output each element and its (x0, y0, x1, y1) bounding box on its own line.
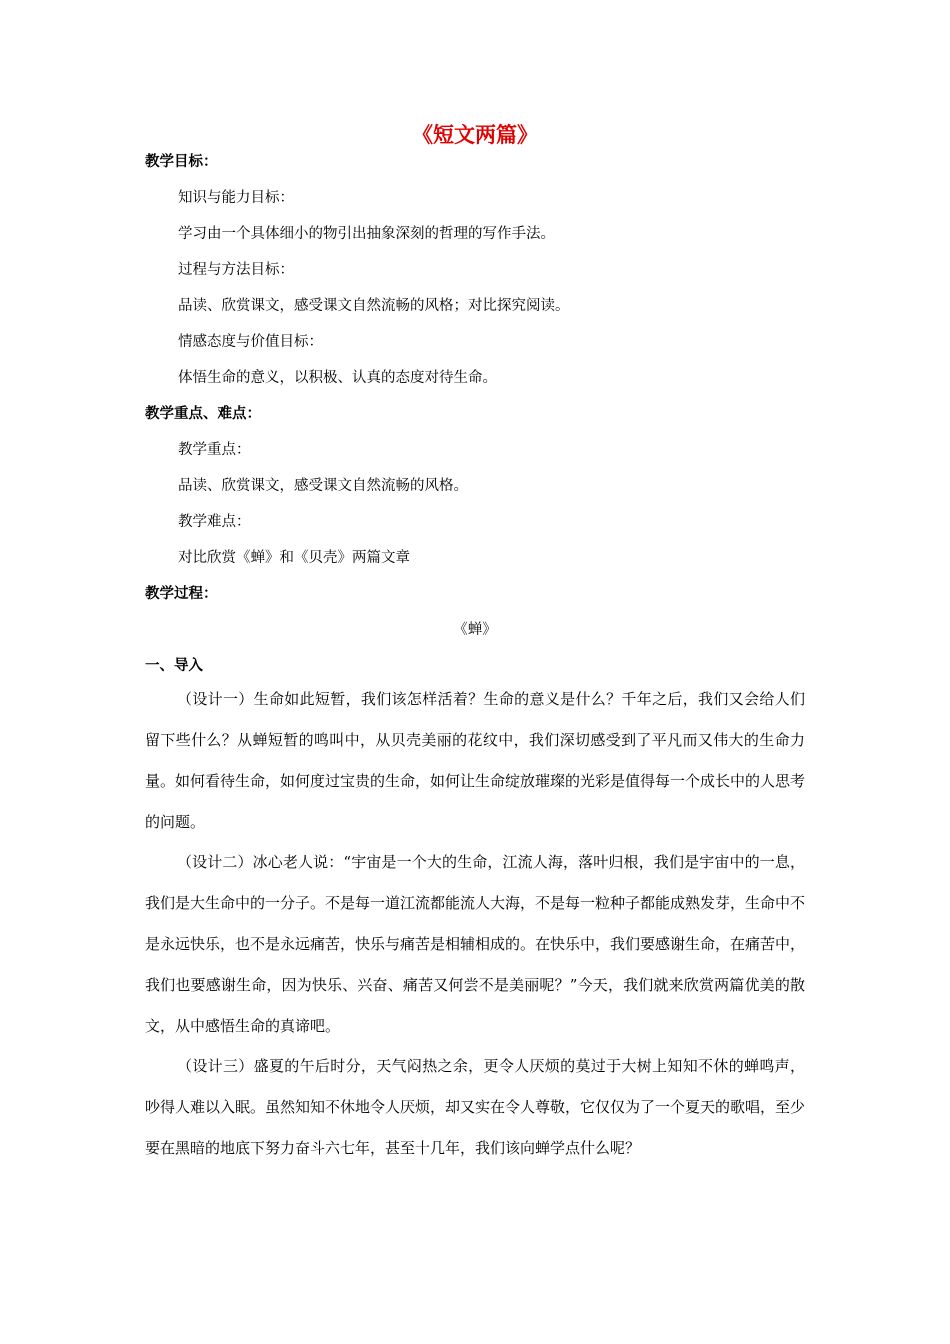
design-three-paragraph: （设计三）盛夏的午后时分，天气闷热之余，更令人厌烦的莫过于大树上知知不休的蝉鸣声，吵得人难以入眠。虽然知知不休地令人厌烦，却又实在令人尊敬，它仅仅为了一个夏天的歌唱，至少要在黑暗的地底下努力奋斗六七年，甚至十几年，我们该向蝉学点什么呢？ (145, 1057, 806, 1157)
key-heading: 教学重点、难点： (145, 406, 261, 422)
knowledge-label: 知识与能力目标： (178, 190, 294, 206)
key-text: 品读、欣赏课文，感受课文自然流畅的风格。 (178, 478, 468, 494)
document-title: 《短文两篇》 (412, 123, 538, 147)
difficult-text: 对比欣赏《蝉》和《贝壳》两篇文章 (178, 550, 410, 566)
design-one-paragraph: （设计一）生命如此短暂，我们该怎样活着？生命的意义是什么？千年之后，我们又会给人们留下些什么？从蝉短暂的鸣叫中，从贝壳美丽的花纹中，我们深切感受到了平凡而又伟大的生命力量。如何看待生命，如何度过宝贵的生命，如何让生命绽放璀璨的光彩是值得每一个成长中的人思考的问题。 (145, 690, 806, 831)
emotion-text: 体悟生命的意义，以积极、认真的态度对待生命。 (178, 370, 497, 386)
process-label: 过程与方法目标： (178, 262, 294, 278)
objectives-heading: 教学目标： (145, 154, 218, 170)
process-heading: 教学过程： (145, 586, 218, 602)
difficult-label: 教学难点： (178, 514, 251, 530)
section-title: 《蝉》 (453, 622, 497, 638)
emotion-label: 情感态度与价值目标： (178, 334, 323, 350)
knowledge-text: 学习由一个具体细小的物引出抽象深刻的哲理的写作手法。 (178, 226, 555, 242)
process-text: 品读、欣赏课文，感受课文自然流畅的风格；对比探究阅读。 (178, 298, 570, 314)
intro-heading: 一、导入 (145, 658, 203, 674)
key-label: 教学重点： (178, 442, 251, 458)
design-two-paragraph: （设计二）冰心老人说：“宇宙是一个大的生命，江流人海，落叶归根，我们是宇宙中的一息，我们是大生命中的一分子。不是每一道江流都能流人大海，不是每一粒种子都能成熟发芽，生命中不是永远快乐，也不是永远痛苦，快乐与痛苦是相辅相成的。在快乐中，我们要感谢生命，在痛苦中，我们也要感谢生命，因为快乐、兴奋、痛苦又何尝不是美丽呢？”今天，我们就来欣赏两篇优美的散文，从中感悟生命的真谛吧。 (145, 853, 806, 1035)
